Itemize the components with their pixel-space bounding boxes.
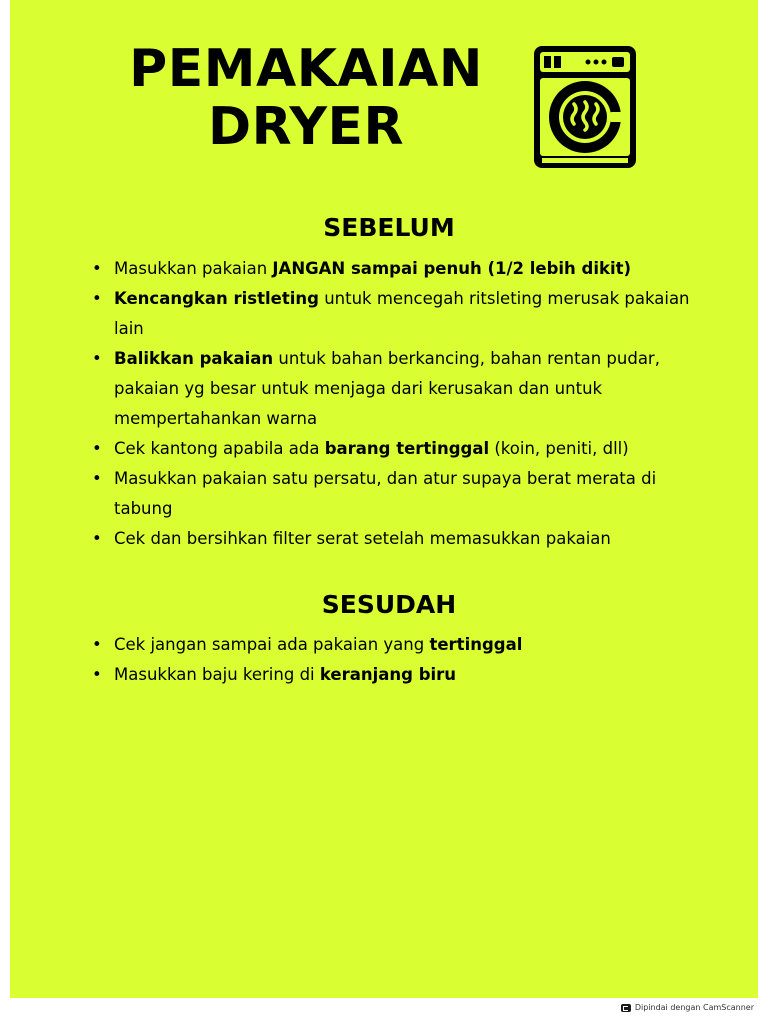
title-line-1: PEMAKAIAN	[129, 39, 483, 99]
list-item	[114, 344, 714, 434]
text: Cek dan bersihkan filter serat setelah memasukkan pakaian	[114, 529, 611, 548]
bold-text: Kencangkan ristleting	[114, 289, 319, 308]
section-heading-sesudah: SESUDAH	[321, 590, 457, 619]
camscanner-watermark	[621, 1003, 754, 1012]
list-item	[114, 254, 714, 284]
title-line-2: DRYER	[207, 97, 405, 157]
list-item	[114, 524, 714, 554]
bold-text: JANGAN sampai penuh (1/2 lebih dikit)	[272, 259, 632, 278]
text: Masukkan baju kering di	[114, 665, 320, 684]
poster	[10, 0, 758, 998]
list-item	[114, 464, 714, 524]
text: Masukkan pakaian	[114, 259, 273, 278]
camscanner-logo-icon	[621, 1004, 631, 1012]
bold-text: tertinggal	[429, 635, 523, 654]
text: Cek kantong apabila ada	[114, 439, 325, 458]
bold-text: keranjang biru	[319, 665, 457, 684]
list-item	[114, 284, 714, 344]
text: untuk mencegah ritsleting merusak pakaian lain	[114, 289, 690, 338]
camscanner-text: Dipindai dengan CamScanner	[634, 1003, 754, 1012]
text: Masukkan pakaian satu persatu, dan atur supaya berat merata di tabung	[114, 469, 657, 518]
text: Cek jangan sampai ada pakaian yang	[114, 635, 430, 654]
text: (koin, peniti, dll)	[489, 439, 629, 458]
section-heading-sebelum: SEBELUM	[323, 213, 455, 242]
page-title	[116, 40, 496, 156]
bold-text: barang tertinggal	[324, 439, 490, 458]
list-item	[114, 434, 714, 464]
washing-machine-dryer-icon	[534, 46, 636, 168]
bold-text: Balikkan pakaian	[114, 349, 274, 368]
list-item	[114, 630, 714, 660]
text: untuk bahan berkancing, bahan rentan pudar, pakaian yg besar untuk menjaga dari kerusakan dan untuk mempertahankan warna	[114, 349, 660, 428]
sesudah-list	[90, 630, 714, 690]
list-item	[114, 660, 714, 690]
sebelum-list	[90, 254, 714, 554]
